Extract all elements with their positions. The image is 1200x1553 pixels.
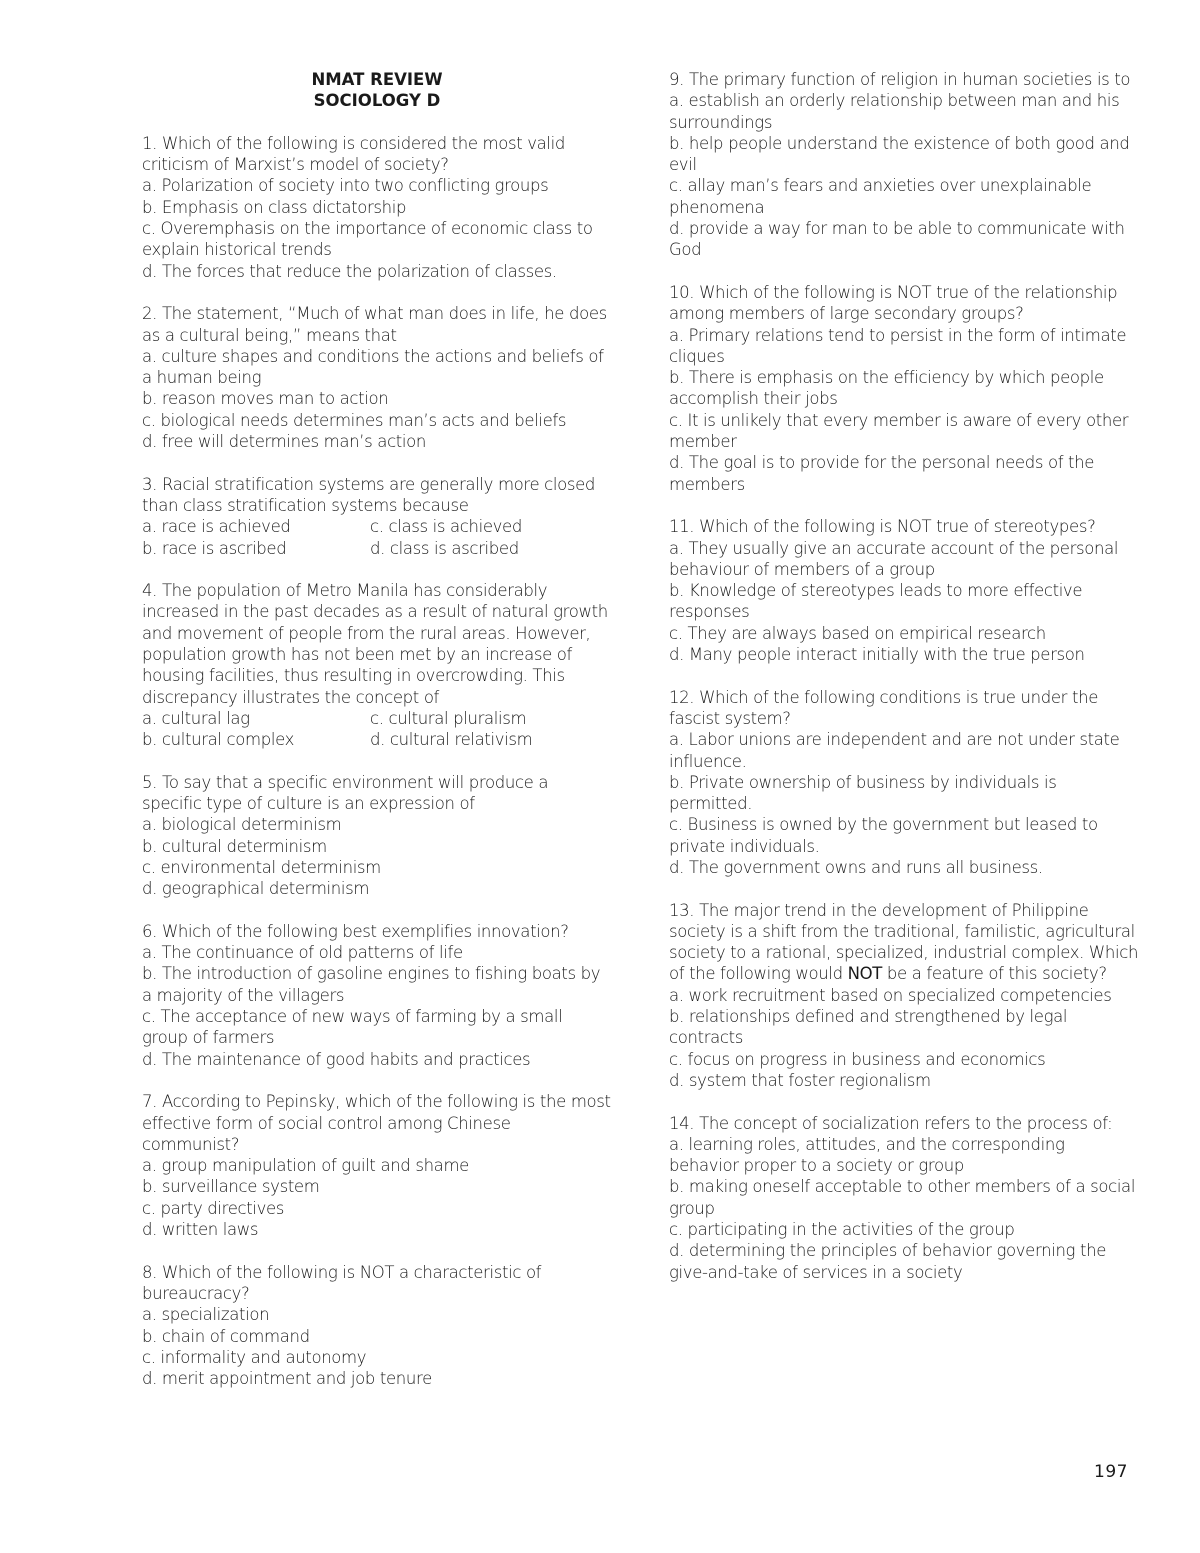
- option-b: b. making oneself acceptable to other members of a social group: [669, 1177, 1136, 1218]
- option-d: d. written laws: [142, 1220, 259, 1240]
- options-grid: [142, 708, 612, 751]
- option-a: a. establish an orderly relationship between man and his surroundings: [669, 91, 1120, 132]
- option-c: c. environmental determinism: [142, 857, 381, 877]
- question-stem-emphasis: NOT: [847, 964, 882, 984]
- option-b: b. Private ownership of business by individuals is permitted.: [669, 772, 1057, 814]
- option-d: d. merit appointment and job tenure: [142, 1369, 432, 1389]
- option-d: d. determining the principles of behavior governing the give-and-take of services in a society: [669, 1241, 1107, 1282]
- left-column: [142, 69, 612, 1389]
- option-b: b. relationships defined and strengthened by legal contracts: [669, 1007, 1068, 1048]
- question-7: [142, 1091, 612, 1240]
- options-grid: [142, 516, 612, 559]
- question-stem: [669, 900, 1139, 985]
- option-a: a. group manipulation of guilt and shame: [142, 1156, 469, 1176]
- option-d: d. The goal is to provide for the personal needs of the members: [669, 453, 1095, 494]
- option-d: d. free will determines man’s action: [142, 432, 426, 452]
- option-a: a. Polarization of society into two conflicting groups: [142, 176, 549, 196]
- question-4: [142, 580, 612, 750]
- option-c: c. allay man’s fears and anxieties over unexplainable phenomena: [669, 176, 1092, 217]
- question-stem: 14. The concept of socialization refers to the process of:: [669, 1113, 1113, 1133]
- question-5: [142, 772, 612, 900]
- option-a: a. culture shapes and conditions the actions and beliefs of a human being: [142, 346, 604, 388]
- option-c: c. class is achieved: [370, 517, 522, 537]
- question-stem: 1. Which of the following is considered the most valid criticism of Marxist’s model of society?: [142, 133, 566, 175]
- question-3: [142, 474, 612, 559]
- option-a: a. biological determinism: [142, 815, 342, 835]
- option-b: b. cultural complex: [142, 730, 295, 750]
- option-a: a. learning roles, attitudes, and the corresponding behavior proper to a society or group: [669, 1134, 1065, 1176]
- option-c: c. Business is owned by the government but leased to private individuals.: [669, 815, 1098, 856]
- question-10: [669, 282, 1139, 495]
- question-9: [669, 69, 1139, 261]
- option-d: d. cultural relativism: [370, 730, 533, 750]
- option-c: c. focus on progress in business and economics: [669, 1049, 1046, 1069]
- option-c: c. They are always based on empirical research: [669, 623, 1046, 643]
- question-stem: 3. Racial stratification systems are generally more closed than class stratification systems because: [142, 474, 596, 515]
- option-b: b. Emphasis on class dictatorship: [142, 197, 407, 217]
- question-2: [142, 303, 612, 452]
- document-header: [142, 69, 612, 112]
- question-13: [669, 900, 1139, 1092]
- option-a: a. The continuance of old patterns of life: [142, 943, 463, 963]
- question-11: [669, 516, 1139, 665]
- option-c: c. biological needs determines man’s acts and beliefs: [142, 410, 567, 430]
- document-subtitle: SOCIOLOGY D: [313, 91, 441, 111]
- option-d: d. class is ascribed: [370, 538, 519, 558]
- question-stem-text: be a feature of this society?: [881, 964, 1107, 984]
- option-c: c. informality and autonomy: [142, 1347, 367, 1367]
- option-d: d. The government owns and runs all business.: [669, 857, 1043, 877]
- option-a: a. cultural lag: [142, 708, 250, 728]
- option-d: d. Many people interact initially with the true person: [669, 645, 1085, 665]
- question-stem: 4. The population of Metro Manila has considerably increased in the past decades as a result of natural growth and movement of people from the rural areas. However, population growth has not been met by an increase of housing facilities, thus resulting in overcrowding. This discrepancy illustrates the concept of: [142, 581, 608, 707]
- option-c: c. participating in the activities of the group: [669, 1220, 1015, 1240]
- question-stem: 12. Which of the following conditions is true under the fascist system?: [669, 687, 1098, 728]
- option-a: a. specialization: [142, 1305, 270, 1325]
- option-d: d. The forces that reduce the polarization of classes.: [142, 261, 557, 281]
- option-c: c. It is unlikely that every member is aware of every other member: [669, 410, 1129, 452]
- question-stem: 7. According to Pepinsky, which of the following is the most effective form of social control among Chinese communist?: [142, 1092, 611, 1154]
- question-8: [142, 1262, 612, 1390]
- option-a: a. Primary relations tend to persist in the form of intimate cliques: [669, 325, 1127, 366]
- right-column: [669, 69, 1139, 1283]
- option-a: a. work recruitment based on specialized competencies: [669, 985, 1112, 1005]
- question-stem: 5. To say that a specific environment will produce a specific type of culture is an expression of: [142, 772, 549, 814]
- option-d: d. The maintenance of good habits and practices: [142, 1049, 531, 1069]
- option-b: b. reason moves man to action: [142, 389, 389, 409]
- option-a: a. Labor unions are independent and are not under state influence.: [669, 730, 1120, 771]
- question-stem: 2. The statement, “Much of what man does in life, he does as a cultural being,” means that: [142, 304, 607, 345]
- option-b: b. help people understand the existence of both good and evil: [669, 133, 1130, 175]
- question-1: [142, 133, 612, 282]
- option-b: b. The introduction of gasoline engines to fishing boats by a majority of the villagers: [142, 964, 601, 1005]
- question-stem: 11. Which of the following is NOT true of stereotypes?: [669, 517, 1096, 537]
- option-b: b. cultural determinism: [142, 836, 327, 856]
- option-b: b. surveillance system: [142, 1177, 320, 1197]
- option-d: d. provide a way for man to be able to communicate with God: [669, 219, 1125, 260]
- option-d: d. system that foster regionalism: [669, 1070, 931, 1090]
- question-stem-text: 13. The major trend in the development of Philippine society is a shift from the traditional, familistic, agricultural society to a rational, specialized, industrial complex. Which of the following would: [669, 900, 1139, 984]
- option-d: d. geographical determinism: [142, 879, 370, 899]
- question-stem: 10. Which of the following is NOT true of the relationship among members of large secondary groups?: [669, 282, 1118, 324]
- question-14: [669, 1113, 1139, 1283]
- option-c: c. The acceptance of new ways of farming by a small group of farmers: [142, 1007, 563, 1048]
- document-title: NMAT REVIEW: [311, 70, 443, 89]
- question-stem: 9. The primary function of religion in human societies is to: [669, 70, 1131, 89]
- question-stem: 8. Which of the following is NOT a characteristic of bureaucracy?: [142, 1262, 542, 1303]
- option-a: a. race is achieved: [142, 517, 291, 537]
- option-a: a. They usually give an accurate account of the personal behaviour of members of a group: [669, 538, 1119, 579]
- option-b: b. chain of command: [142, 1326, 310, 1346]
- option-b: b. Knowledge of stereotypes leads to more effective responses: [669, 581, 1083, 622]
- question-12: [669, 687, 1139, 879]
- option-b: b. There is emphasis on the efficiency by which people accomplish their jobs: [669, 368, 1104, 409]
- option-c: c. party directives: [142, 1198, 285, 1218]
- page-number: 197: [1094, 1462, 1128, 1482]
- option-b: b. race is ascribed: [142, 538, 287, 558]
- option-c: c. cultural pluralism: [370, 708, 527, 728]
- question-stem: 6. Which of the following best exemplifies innovation?: [142, 921, 569, 941]
- option-c: c. Overemphasis on the importance of economic class to explain historical trends: [142, 219, 593, 260]
- question-6: [142, 921, 612, 1070]
